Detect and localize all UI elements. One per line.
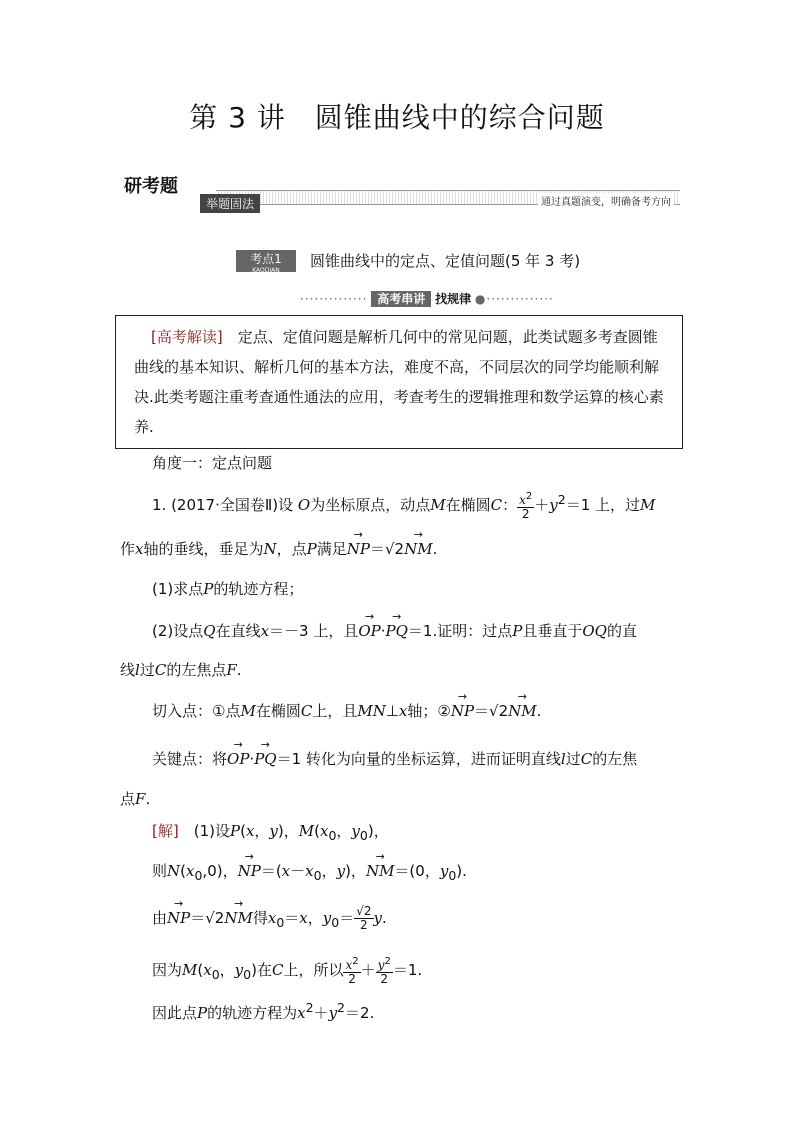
text-span: 轴的垂线，垂足为 [143,540,264,558]
trend-dots-right: ●·············· [474,292,554,306]
text-span: 点 [120,790,136,808]
fraction: $\frac{x^2}{2}$ [519,491,533,521]
text-span: 的左焦点 [166,661,227,679]
question-2: (2)设点Q在直线x＝－3 上，且→ OP·→ PQ＝1.证明：过点P且垂直于OQ的直 [152,620,637,641]
trend-dots-left: ·············· [300,292,368,306]
reading-box [115,315,683,449]
angle-heading: 角度一：定点问题 [152,454,273,472]
text-span: 且垂直于 [522,622,583,640]
reading-text-block [134,322,670,442]
text-span: 上，所以 [283,961,344,979]
problem-line-1: 1. (2017·全国卷Ⅱ)设 O为坐标原点，动点M在椭圆C： $\frac{x^2}{2}$ $+y^2=1$ 上，过M [152,491,656,521]
text-span: ＝1 上，过 [565,496,641,514]
solution-line-3: 由→ NP＝√2→ NM得$x_0=x$，$y_0=$ $\frac{√2}{2}$ y. [152,905,387,932]
problem-line-2: 作x轴的垂线，垂足为N，点P满足→ NP＝√2→ NM. [120,538,437,559]
text-span: 将 [212,750,228,768]
question-1: (1)求点P的轨迹方程； [152,580,304,598]
text-span: 在椭圆 [255,702,301,720]
key-point: 关键点：将→ OP·→ PQ＝1 转化为向量的坐标运算，进而证明直线l过C的左焦 [152,748,637,769]
fraction: $\frac{x^2}{2}$ [345,956,359,986]
text-span: 作 [120,540,136,558]
key-point-cont: 点F. [120,790,151,808]
text-span: 满足 [316,540,347,558]
text-span: 的直 [606,622,637,640]
section-banner [120,172,680,212]
text-span: 过 [139,661,155,679]
solution-line-5: 因此点P的轨迹方程为$x^2+y^2=2$. [152,1000,375,1022]
fraction: $\frac{y^2}{2}$ [377,956,391,986]
text-span: 则 [152,862,168,880]
solution-line-1: [解] (1)设P(x，y)，$M(x_0$，$y_0$)， [152,822,389,843]
banner-slogan: 通过真题演变，明确备考方向 [538,193,674,208]
text-span: 的轨迹方程； [213,580,304,598]
text-span: 切入点： [152,702,213,720]
topic-badge-label: 考点1 [250,252,282,266]
text-span: (1)设 [193,822,230,840]
solution-line-4: 因为$M(x_0$，$y_0$)在C上，所以 $\frac{x^2}{2}$ ＋ $\frac{y^2}{2}$ ＝1. [152,956,423,986]
topic-title: 圆锥曲线中的定点、定值问题(5 年 3 考) [310,252,581,270]
text-span: 由 [152,909,168,927]
trend-header [300,290,554,307]
text-span: 过 [565,750,581,768]
text-span: 因为 [152,961,183,979]
reading-text: 定点、定值问题是解析几何中的常见问题，此类试题多考查圆锥曲线的基本知识、解析几何的基本方法，难度不高，不同层次的同学均能顺利解决.此类考题注重考查通性通法的应用，考查考生的逻辑推理和数学运算的核心素养. [134,328,664,436]
banner-main: 研考题 [124,176,178,197]
question-2-cont: 线l过C的左焦点F. [120,661,242,679]
text-span: ＝1 转化为向量的坐标运算，进而证明直线 [276,750,561,768]
text-span: ＝－3 上，且 [269,622,359,640]
text-span: 线 [120,661,136,679]
text-span: 在 [256,961,272,979]
text-span: ⊥ [385,702,399,720]
text-span: 1. (2017·全国卷Ⅱ)设 [152,496,294,514]
trend-label: 找规律 [435,292,472,306]
text-span: ①点 [212,702,241,720]
solution-label: [解] [152,822,179,840]
cut-in-point: 切入点：①点M在椭圆C上，且MN⊥x轴；②→ NP＝√2→ NM. [152,700,541,721]
text-span: 的轨迹方程为 [207,1004,298,1022]
topic-badge-sub: KAODIAN [252,267,280,274]
text-span: 上，且 [312,702,358,720]
text-span: 轴；② [407,702,451,720]
text-span: 在椭圆 [445,496,491,514]
topic-badge [236,250,296,272]
text-span: 因此点 [152,1004,198,1022]
fraction: $\frac{√2}{2}$ [356,904,372,932]
text-span: ＝1.证明：过点 [407,622,513,640]
reading-label: [高考解读] [151,328,223,346]
text-span: 为坐标原点，动点 [310,496,431,514]
text-span: (2)设点 [152,622,204,640]
text-span: 得 [252,909,268,927]
text-span: 在直线 [215,622,261,640]
banner-sub: 举题固法 [200,194,260,213]
text-span: (1)求点 [152,580,204,598]
page-title: 第 3 讲 圆锥曲线中的综合问题 [189,101,605,134]
solution-line-2: 则$N(x_0,0)$，→ $NP=(x-x_0$，y)，→ NM＝(0，$y_0$). [152,860,467,883]
text-span: 的左焦 [592,750,638,768]
text-span: 关键点： [152,750,213,768]
trend-pill: 高考串讲 [371,291,431,307]
text-span: ，点 [276,540,307,558]
